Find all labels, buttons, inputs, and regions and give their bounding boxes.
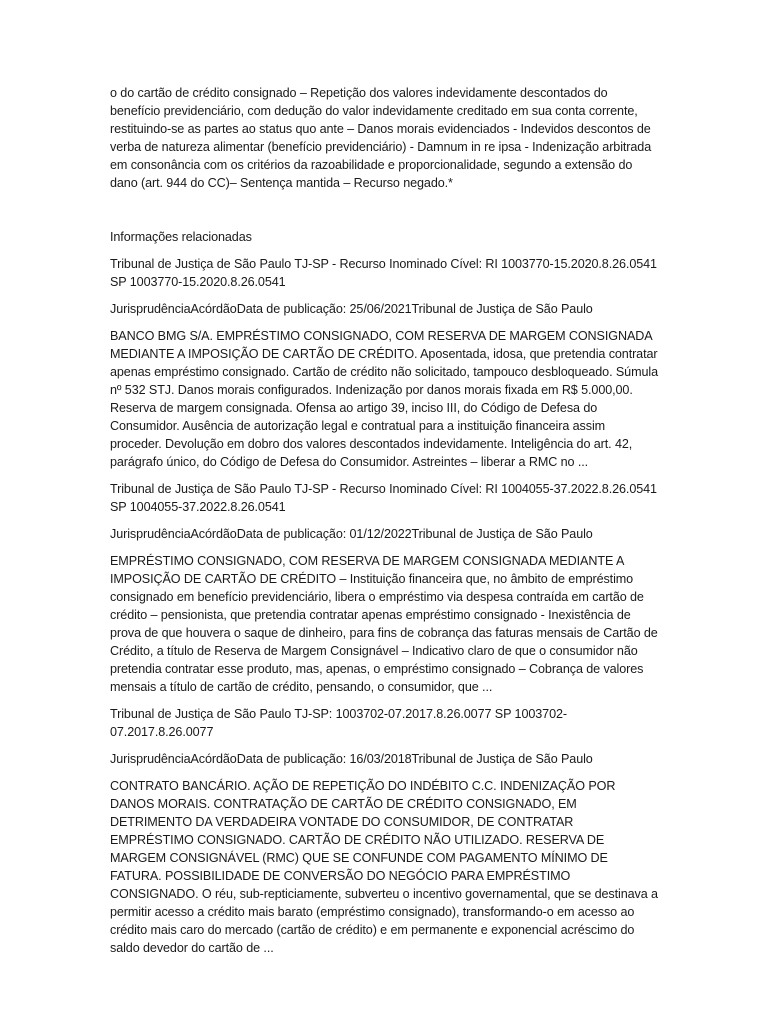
- result-excerpt: EMPRÉSTIMO CONSIGNADO, COM RESERVA DE MARGEM CONSIGNADA MEDIANTE A IMPOSIÇÃO DE CARTÃO DE CRÉDITO – Instituição financeira que, no âmbito de empréstimo consignado em benefício previdenciário, libera o empréstimo via despesa contraída em cartão de crédito – pensionista, que pretendia contratar apenas empréstimo consignado - Inexistência de prova de que houvera o saque de dinheiro, para fins de cobrança das faturas mensais de Cartão de Crédito, a título de Reserva de Margem Consignável – Indicativo claro de que o consumidor não pretendia contratar esse produto, mas, apenas, o empréstimo consignado – Cobrança de valores mensais a título de cartão de crédito, pensando, o consumidor, que ...: [110, 554, 658, 694]
- document-page: [110, 84, 660, 966]
- result-excerpt: BANCO BMG S/A. EMPRÉSTIMO CONSIGNADO, COM RESERVA DE MARGEM CONSIGNADA MEDIANTE A IMPOSIÇÃO DE CARTÃO DE CRÉDITO. Aposentada, idosa, que pretendia contratar apenas empréstimo consignado. Cartão de crédito não solicitado, tampouco desbloqueado. Súmula nº 532 STJ. Danos morais configurados. Indenização por danos morais fixada em R$ 5.000,00. Reserva de margem consignada. Ofensa ao artigo 39, inciso III, do Código de Defesa do Consumidor. Ausência de autorização legal e contratual para a instituição financeira assim proceder. Devolução em dobro dos valores descontados indevidamente. Inteligência do art. 42, parágrafo único, do Código de Defesa do Consumidor. Astreintes – liberar a RMC no ...: [110, 329, 658, 469]
- result-meta: JurisprudênciaAcórdãoData de publicação: 16/03/2018Tribunal de Justiça de São Paulo: [110, 752, 593, 766]
- related-result: [110, 480, 660, 696]
- result-title-link[interactable]: [110, 705, 660, 741]
- related-result: [110, 705, 660, 957]
- result-meta: JurisprudênciaAcórdãoData de publicação: 01/12/2022Tribunal de Justiça de São Paulo: [110, 527, 593, 541]
- result-meta: JurisprudênciaAcórdãoData de publicação: 25/06/2021Tribunal de Justiça de São Paulo: [110, 302, 593, 316]
- result-title-text[interactable]: Tribunal de Justiça de São Paulo TJ-SP - Recurso Inominado Cível: RI 1003770-15.2020.8.26.0541 SP 1003770-15.2020.8.26.0541: [110, 257, 657, 289]
- result-title-link[interactable]: [110, 255, 660, 291]
- result-excerpt: CONTRATO BANCÁRIO. AÇÃO DE REPETIÇÃO DO INDÉBITO C.C. INDENIZAÇÃO POR DANOS MORAIS. CONTRATAÇÃO DE CARTÃO DE CRÉDITO CONSIGNADO, EM DETRIMENTO DA VERDADEIRA VONTADE DO CONSUMIDOR, DE CONTRATAR EMPRÉSTIMO CONSIGNADO. CARTÃO DE CRÉDITO NÃO UTILIZADO. RESERVA DE MARGEM CONSIGNÁVEL (RMC) QUE SE CONFUNDE COM PAGAMENTO MÍNIMO DE FATURA. POSSIBILIDADE DE CONVERSÃO DO NEGÓCIO PARA EMPRÉSTIMO CONSIGNADO. O réu, sub-repticiamente, subverteu o incentivo governamental, que se destinava a permitir acesso a crédito mais barato (empréstimo consignado), transformando-o em acesso ao crédito mais caro do mercado (cartão de crédito) e em permanente e exponencial acréscimo do saldo devedor do cartão de ...: [110, 779, 658, 955]
- result-title-text[interactable]: Tribunal de Justiça de São Paulo TJ-SP: 1003702-07.2017.8.26.0077 SP 1003702-07.2017.8.26.0077: [110, 707, 567, 739]
- result-title-text[interactable]: Tribunal de Justiça de São Paulo TJ-SP - Recurso Inominado Cível: RI 1004055-37.2022.8.26.0541 SP 1004055-37.2022.8.26.0541: [110, 482, 657, 514]
- result-title-link[interactable]: [110, 480, 660, 516]
- related-result: [110, 255, 660, 471]
- related-info-heading: Informações relacionadas: [110, 230, 252, 244]
- intro-paragraph: o do cartão de crédito consignado – Repetição dos valores indevidamente descontados do benefício previdenciário, com dedução do valor indevidamente creditado em sua conta corrente, restituindo-se as partes ao status quo ante – Danos morais evidenciados - Indevidos descontos de verba de natureza alimentar (benefício previdenciário) - Damnum in re ipsa - Indenização arbitrada em consonância com os critérios da razoabilidade e proporcionalidade, segundo a extensão do dano (art. 944 do CC)– Sentença mantida – Recurso negado.*: [110, 86, 652, 190]
